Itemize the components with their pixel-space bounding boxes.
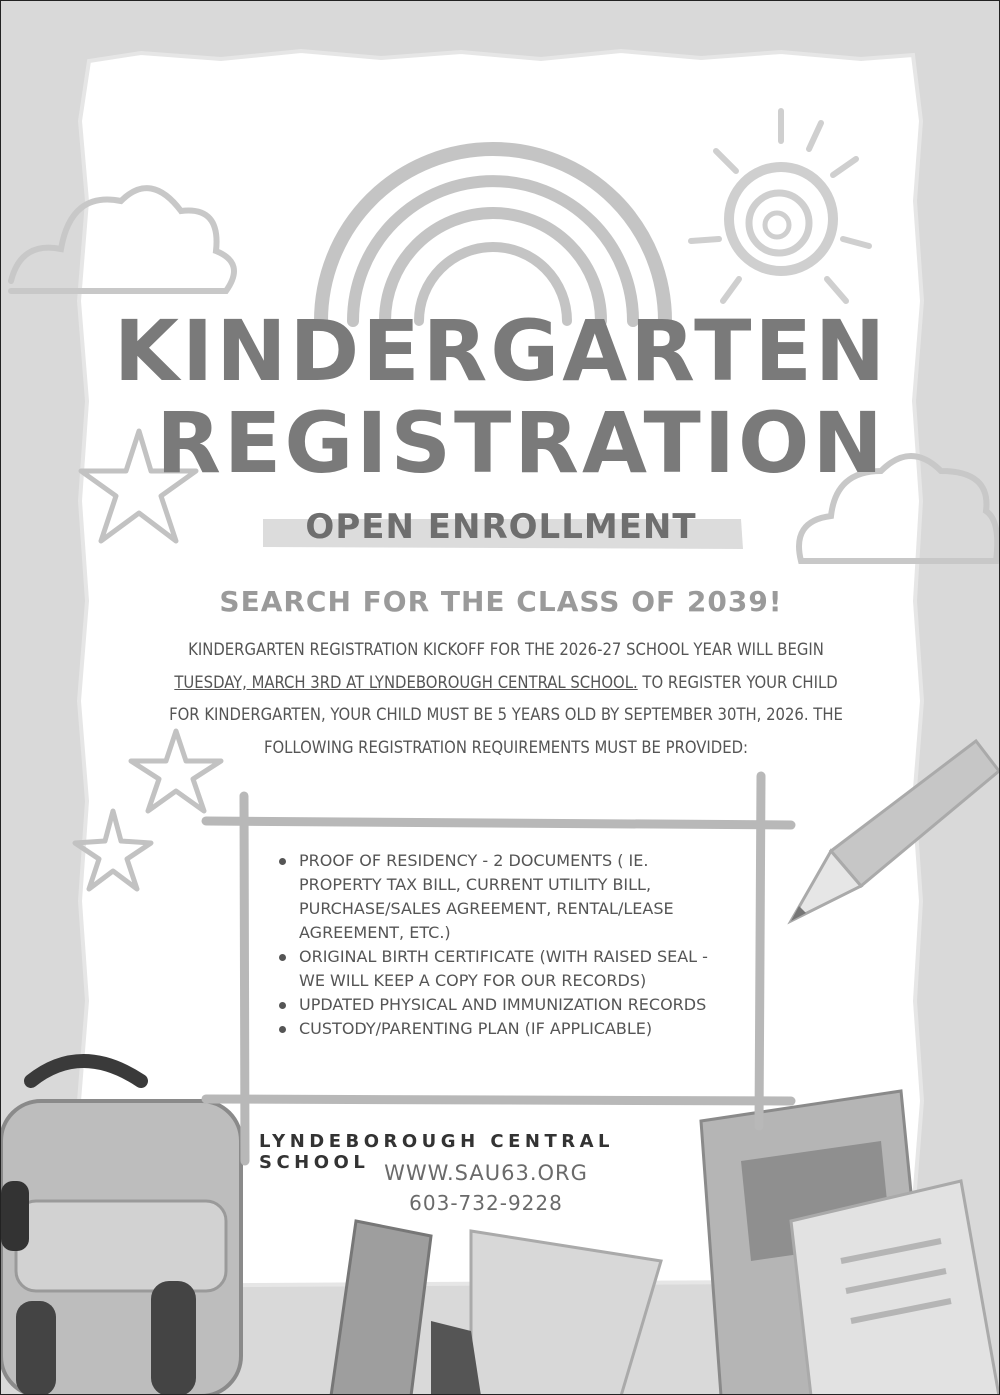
requirements-list xyxy=(273,849,709,1041)
school-name: LYNDEBOROUGH CENTRAL SCHOOL xyxy=(259,1131,615,1173)
list-item: ORIGINAL BIRTH CERTIFICATE (WITH RAISED SEAL - WE WILL KEEP A COPY FOR OUR RECORDS) xyxy=(299,945,709,993)
title-line-2: REGISTRATION xyxy=(156,394,886,492)
phone-number: 603-732-9228 xyxy=(409,1191,563,1215)
tagline: SEARCH FOR THE CLASS OF 2039! xyxy=(219,585,783,618)
list-item: CUSTODY/PARENTING PLAN (IF APPLICABLE) xyxy=(299,1017,709,1041)
intro-text-2: TO REGISTER YOUR CHILD FOR KINDERGARTEN, YOUR CHILD MUST BE 5 YEARS OLD BY SEPTEMBER 30TH, 2026. THE FOLLOWING REGISTRATION REQUIREMENTS MUST BE PROVIDED: xyxy=(169,672,843,757)
title-line-1: KINDERGARTEN xyxy=(113,302,889,400)
subtitle: OPEN ENROLLMENT xyxy=(305,507,697,547)
backpack-icon xyxy=(1,1061,241,1394)
intro-date-location: TUESDAY, MARCH 3RD AT LYNDEBOROUGH CENTRAL SCHOOL. xyxy=(174,672,638,692)
intro-text-1: KINDERGARTEN REGISTRATION KICKOFF FOR THE 2026-27 SCHOOL YEAR WILL BEGIN xyxy=(188,640,824,659)
book-icon xyxy=(701,1091,999,1394)
list-item: PROOF OF RESIDENCY - 2 DOCUMENTS ( IE. PROPERTY TAX BILL, CURRENT UTILITY BILL, PURCHASE/SALES AGREEMENT, RENTAL/LEASE AGREEMENT, ETC.) xyxy=(299,849,709,945)
website-link[interactable]: WWW.SAU63.ORG xyxy=(384,1161,588,1185)
list-item: UPDATED PHYSICAL AND IMMUNIZATION RECORDS xyxy=(299,993,709,1017)
intro-paragraph xyxy=(161,634,851,764)
